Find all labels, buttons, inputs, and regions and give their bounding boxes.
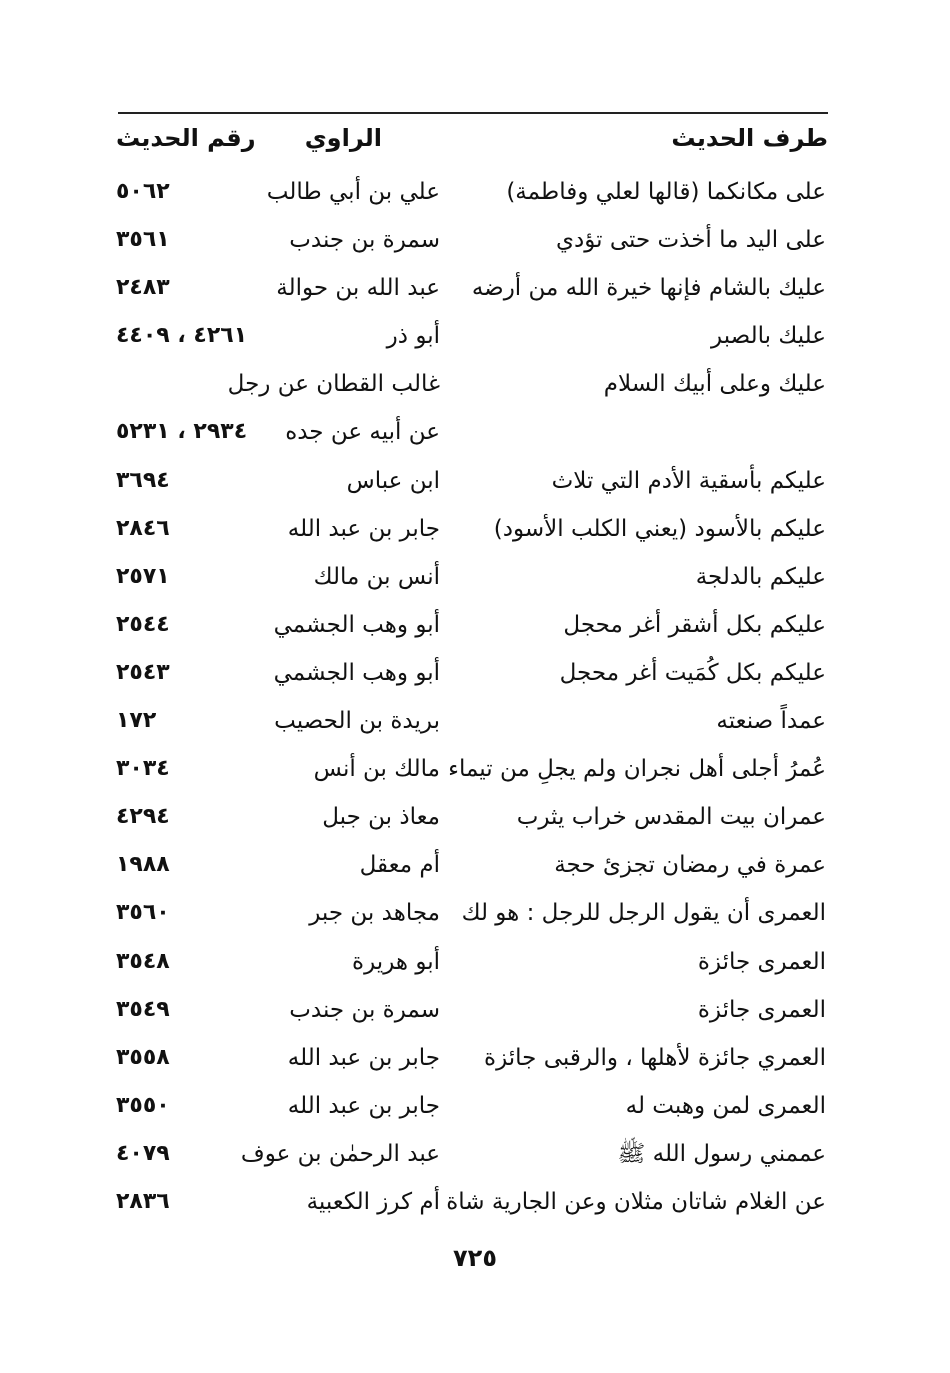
hadith-text: عمرة في رمضان تجزئ حجة (554, 852, 826, 879)
hadith-text: عمران بيت المقدس خراب يثرب (516, 804, 826, 831)
narrator-name: معاذ بن جبل (322, 804, 440, 831)
hadith-text: العمرى أن يقول الرجل للرجل : هو لك (461, 900, 826, 927)
table-row (0, 507, 950, 555)
hadith-number: ٣٥٥٠ (116, 1092, 170, 1118)
narrator-name: سمرة بن جندب (289, 996, 440, 1023)
table-row (0, 603, 950, 651)
hadith-number: ٤٠٧٩ (116, 1140, 170, 1166)
table-row (0, 1180, 950, 1228)
hadith-text: عليك بالصبر (711, 323, 826, 350)
hadith-number: ١٩٨٨ (116, 852, 170, 878)
hadith-number: ٢٩٣٤ ، ٥٢٣١ (116, 419, 248, 445)
narrator-name: أبو وهب الجشمي (273, 611, 440, 638)
narrator-name: جابر بن عبد الله (287, 1092, 440, 1119)
hadith-text: العمرى جائزة (697, 948, 826, 975)
header-number: رقم الحديث (116, 124, 256, 152)
hadith-number: ٢٤٨٣ (116, 275, 170, 301)
narrator-name: عبد الله بن حوالة (276, 275, 440, 302)
hadith-text: عليكم بأسقية الأدم التي تلاث (551, 467, 826, 494)
narrator-name: أنس بن مالك (313, 563, 440, 590)
table-row (0, 170, 950, 218)
table-row (0, 314, 950, 362)
hadith-number: ١٧٢ (116, 708, 157, 734)
table-row (0, 1132, 950, 1180)
narrator-name: ابن عباس (346, 467, 440, 494)
table-row (0, 747, 950, 795)
table-row (0, 218, 950, 266)
table-row (0, 1084, 950, 1132)
table-row (0, 651, 950, 699)
narrator-name: أم معقل (359, 852, 440, 879)
narrator-name: عن أبيه عن جده (285, 419, 440, 446)
table-row (0, 362, 950, 410)
hadith-number: ٤٢٩٤ (116, 804, 170, 830)
top-rule (118, 112, 828, 114)
table-row (0, 843, 950, 891)
table-row (0, 1036, 950, 1084)
hadith-text: عممني رسول الله ﷺ (617, 1140, 826, 1167)
table-row (0, 940, 950, 988)
narrator-name: أبو وهب الجشمي (273, 659, 440, 686)
narrator-name: مجاهد بن جبر (309, 900, 440, 927)
table-row (0, 988, 950, 1036)
hadith-text: العمرى جائزة (697, 996, 826, 1023)
narrator-name: أبو ذر (386, 323, 440, 350)
hadith-text: عليكم بكل أشقر أغر محجل (563, 611, 826, 638)
hadith-number: ٢٨٣٦ (116, 1188, 170, 1214)
table-row (0, 555, 950, 603)
table-row (0, 699, 950, 747)
hadith-text: العمري جائزة لأهلها ، والرقبى جائزة (484, 1044, 826, 1071)
hadith-text: العمرى لمن وهبت له (625, 1092, 826, 1119)
hadith-text: عُمرُ أجلى أهل نجران ولم يجلِ من تيماء (448, 756, 826, 783)
narrator-name: أبو هريرة (352, 948, 440, 975)
hadith-number: ٥٠٦٢ (116, 179, 170, 204)
hadith-text: على مكانكما (قالها لعلي وفاطمة) (506, 179, 826, 205)
header-hadith: طرف الحديث (671, 124, 828, 152)
narrator-name: علي بن أبي طالب (266, 179, 440, 205)
hadith-text: عليكم بالأسود (يعني الكلب الأسود) (493, 515, 826, 542)
hadith-text: عن الغلام شاتان مثلان وعن الجارية شاة (446, 1188, 826, 1215)
table-row (0, 891, 950, 939)
table-row (0, 410, 950, 458)
hadith-text: عليك بالشام فإنها خيرة الله من أرضه (471, 275, 826, 302)
hadith-text: عمداً صنعته (716, 708, 826, 735)
narrator-name: عبد الرحمٰن بن عوف (240, 1140, 440, 1167)
hadith-number: ٣٥٥٨ (116, 1044, 170, 1070)
hadith-number: ٢٥٤٣ (116, 659, 170, 685)
hadith-text: عليكم بكل كُمَيت أغر محجل (559, 659, 826, 686)
narrator-name: بريدة بن الحصيب (274, 708, 440, 735)
narrator-name: جابر بن عبد الله (287, 515, 440, 542)
hadith-number: ٣٥٦١ (116, 227, 170, 253)
hadith-number: ٤٢٦١ ، ٤٤٠٩ (116, 323, 248, 349)
hadith-number: ٢٨٤٦ (116, 515, 170, 541)
hadith-text: عليك وعلى أبيك السلام (603, 371, 826, 398)
hadith-number: ٣٦٩٤ (116, 467, 170, 493)
narrator-name: سمرة بن جندب (289, 227, 440, 254)
table-row (0, 795, 950, 843)
table-header (0, 118, 950, 162)
header-narrator: الراوي (304, 124, 382, 152)
narrator-name: غالب القطان عن رجل (227, 371, 440, 398)
hadith-number: ٣٥٤٨ (116, 948, 170, 974)
hadith-number: ٢٥٤٤ (116, 611, 170, 637)
table-row (0, 459, 950, 507)
hadith-number: ٣٠٣٤ (116, 756, 170, 782)
hadith-text: عليكم بالدلجة (695, 563, 826, 590)
narrator-name: أم كرز الكعبية (306, 1188, 440, 1215)
hadith-text: على اليد ما أخذت حتى تؤدي (556, 227, 826, 254)
table-row (0, 266, 950, 314)
hadith-number: ٢٥٧١ (116, 563, 170, 589)
page-number: ٧٢٥ (453, 1244, 497, 1272)
hadith-number: ٣٥٤٩ (116, 996, 170, 1022)
index-table (0, 170, 950, 1228)
narrator-name: مالك بن أنس (313, 756, 440, 783)
hadith-number: ٣٥٦٠ (116, 900, 170, 926)
narrator-name: جابر بن عبد الله (287, 1044, 440, 1071)
